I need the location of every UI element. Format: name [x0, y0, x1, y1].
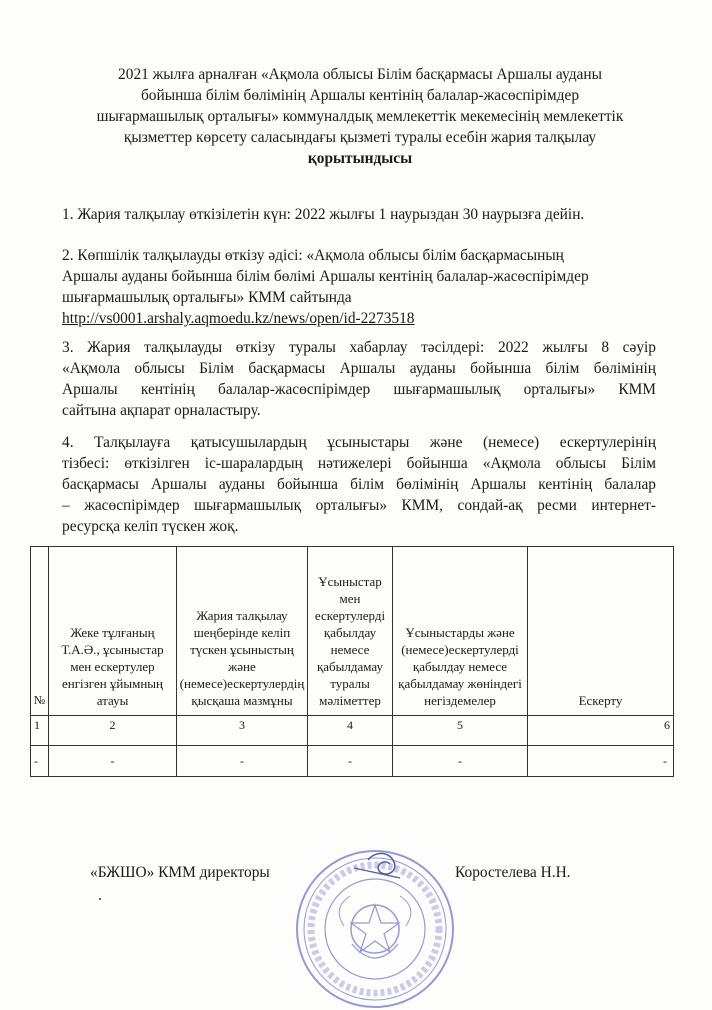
table-cell: - [177, 746, 308, 777]
paragraph-line: сайтына ақпарат орналастыру. [62, 402, 261, 419]
table-header-row [31, 547, 674, 716]
paragraph-line: «Ақмола облысы Білім басқармасы Аршалы ауданы бойынша білім бөлімінің [62, 360, 656, 377]
paragraph-line: 2. Көпшілік талқылауды өткізу әдісі: «Ақмола облысы білім басқармасының [62, 247, 564, 264]
paragraph-1 [62, 204, 656, 225]
paragraph-3 [62, 337, 656, 421]
paragraph-line: тізбесі: өткізілген іс-шаралардың нәтижелері бойынша «Ақмола облысы Білім [62, 455, 656, 472]
title-line: қызметтер көрсету саласындағы қызметі туралы есебін жария талқылау [123, 129, 597, 146]
proposals-table [30, 546, 674, 777]
column-header-person: Жеке тұлғаның Т.А.Ә., ұсыныстар мен ескертулер енгізген ұйымның атауы [49, 547, 177, 716]
paragraph-line: 1. Жария талқылау өткізілетін күн: 2022 жылғы 1 наурыздан 30 наурызға дейін. [62, 206, 585, 223]
column-header-decision: Ұсыныстар мен ескертулерді қабылдау немесе қабылдамау туралы мәліметтер [308, 547, 393, 716]
paragraph-line: – жасөспірімдер шығармашылық орталығы» КММ, сондай-ақ ресми интернет- [62, 497, 656, 514]
column-header-summary: Жария талқылау шеңберінде келіп түскен ұсыныстың және (немесе)ескертулердің қысқаша мазмұны [177, 547, 308, 716]
paragraph-4 [62, 432, 656, 537]
title-line-bold: қорытындысы [307, 150, 413, 167]
official-stamp-icon [294, 848, 456, 1010]
table-cell: 1 [31, 716, 49, 746]
paragraph-line: шығармашылық орталығы» КММ сайтында [62, 289, 352, 306]
paragraph-line: ресурсқа келіп түскен жоқ. [62, 518, 239, 535]
table-cell: - [49, 746, 177, 777]
signatory-name: Коростелева Н.Н. [455, 864, 571, 881]
column-header-number: № [31, 547, 49, 716]
table-cell: - [528, 746, 674, 777]
paragraph-line: басқармасы Аршалы ауданы бойынша білім бөлімінің Аршалы кентінің балалар [62, 476, 656, 493]
ink-dot [99, 898, 101, 900]
table-cell: - [308, 746, 393, 777]
column-header-note: Ескерту [528, 547, 674, 716]
table-cell: 5 [393, 716, 528, 746]
column-header-grounds: Ұсыныстарды және (немесе)ескертулерді қабылдау немесе қабылдамау жөніндегі негіздемелер [393, 547, 528, 716]
table-cell: 4 [308, 716, 393, 746]
title-line: 2021 жылға арналған «Ақмола облысы Білім басқармасы Аршалы ауданы [118, 66, 602, 83]
paragraph-line: Аршалы кентінің балалар-жасөспірімдер шығармашылық орталығы» КММ [62, 381, 656, 398]
website-link[interactable]: http://vs0001.arshaly.aqmoedu.kz/news/open/id-2273518 [62, 310, 415, 327]
table-cell: 3 [177, 716, 308, 746]
table-cell: 2 [49, 716, 177, 746]
table-cell: - [393, 746, 528, 777]
paragraph-line: Аршалы ауданы бойынша білім бөлімі Аршалы кентінің балалар-жасөспірімдер [62, 268, 589, 285]
paragraph-line: 3. Жария талқылауды өткізу туралы хабарлау тәсілдері: 2022 жылғы 8 сәуір [62, 339, 656, 356]
title-line: бойынша білім бөлімінің Аршалы кентінің балалар-жасөспірімдер [140, 87, 580, 104]
table-row [31, 746, 674, 777]
table-cell: - [31, 746, 49, 777]
paragraph-line: 4. Талқылауға қатысушылардың ұсыныстары және (немесе) ескертулерінің [62, 434, 656, 451]
signature-position: «БЖШО» КММ директоры [90, 864, 270, 881]
table-row [31, 716, 674, 746]
document-title [60, 64, 660, 169]
table-cell: 6 [528, 716, 674, 746]
paragraph-2 [62, 245, 656, 329]
title-line: шығармашылық орталығы» коммуналдық мемлекеттік мекемесінің мемлекеттік [96, 108, 624, 125]
